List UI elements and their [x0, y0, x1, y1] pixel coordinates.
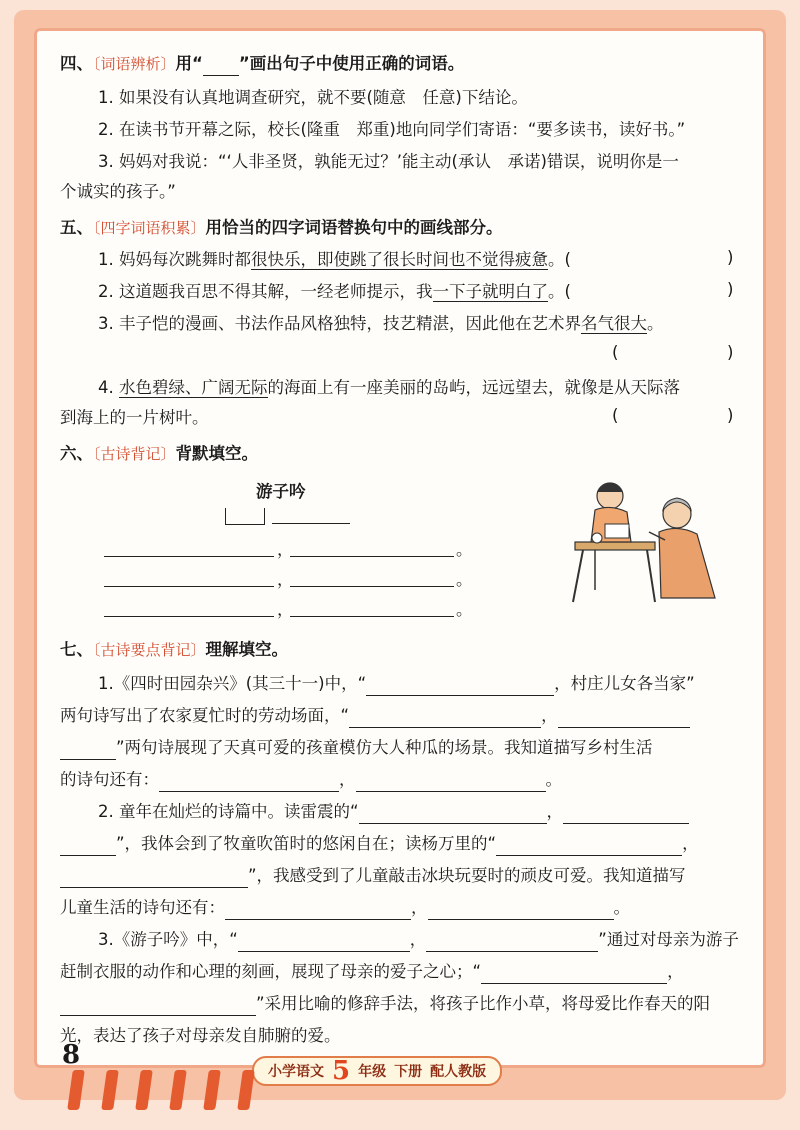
poem-period-2: 。: [456, 570, 473, 589]
sec7-line-10: 赶制衣服的动作和心理的刻画，展现了母亲的爱子之心；“ ，: [60, 960, 684, 984]
sec5-item-2: 2. 这道题我百思不得其解，一经老师提示，我一下子就明白了。(: [98, 282, 571, 301]
poem-comma-1: ，: [277, 540, 294, 559]
sec7-line-12: 光，表达了孩子对母亲发自肺腑的爱。: [60, 1026, 341, 1045]
poem-line-3b-blank[interactable]: [290, 616, 454, 617]
edition-label: 配人教版: [430, 1064, 487, 1080]
poem-line-2a-blank[interactable]: [104, 586, 274, 587]
poem-period-1: 。: [456, 540, 473, 559]
poem-comma-2: ，: [277, 570, 294, 589]
section-7-heading: 七、〔古诗要点背记〕理解填空。: [60, 640, 289, 659]
answer-paren-1-close: ): [727, 248, 734, 267]
poem-comma-3: ，: [277, 600, 294, 619]
poem-line-3a-blank[interactable]: [104, 616, 274, 617]
subject-label: 小学语文: [268, 1064, 324, 1080]
decorative-bars: [70, 1070, 252, 1110]
mother-son-illustration: [565, 470, 725, 610]
sec5-item-4: 4. 水色碧绿、广阔无际的海面上有一座美丽的岛屿，远远望去，就像是从天际落: [98, 378, 680, 397]
sec7-line-1: 1.《四时田园杂兴》(其三十一)中，“ ，村庄儿女各当家”: [98, 672, 695, 696]
grade-label: 年级: [358, 1064, 387, 1080]
answer-paren-2-close: ): [727, 280, 734, 299]
sec7-line-11: ”采用比喻的修辞手法，将孩子比作小草，将母爱比作春天的阳: [60, 992, 710, 1016]
page-number: 8: [62, 1040, 81, 1070]
section-4-heading: 四、〔词语辨析〕用“ ”画出句子中使用正确的词语。: [60, 52, 464, 76]
author-blank[interactable]: [272, 523, 350, 524]
grade-number: 5: [332, 1056, 351, 1086]
section-6-heading: 六、〔古诗背记〕背默填空。: [60, 444, 259, 463]
answer-paren-4-close: ): [727, 406, 734, 425]
sec4-item-1: 1. 如果没有认真地调查研究，就不要(随意 任意)下结论。: [98, 88, 528, 107]
deco-bar: [67, 1070, 85, 1110]
term-label: 下册: [394, 1064, 423, 1080]
sec5-item-3: 3. 丰子恺的漫画、书法作品风格独特，技艺精湛，因此他在艺术界名气很大。: [98, 314, 664, 333]
sec7-line-6: ”，我体会到了牧童吹笛时的悠闲自在；读杨万里的“ ，: [60, 832, 699, 856]
deco-bar: [203, 1070, 221, 1110]
sec7-line-4: 的诗句还有： ， 。: [60, 768, 562, 792]
answer-paren-3-close: ): [727, 343, 734, 362]
dynasty-blank[interactable]: [225, 508, 265, 525]
sec7-line-8: 儿童生活的诗句还有： ， 。: [60, 896, 630, 920]
sec5-item-1: 1. 妈妈每次跳舞时都很快乐，即使跳了很长时间也不觉得疲惫。(: [98, 250, 571, 269]
sec4-item-3: 3. 妈妈对我说：“‘人非圣贤，孰能无过？’能主动(承认 承诺)错误，说明你是一: [98, 152, 679, 171]
poem-line-1b-blank[interactable]: [290, 556, 454, 557]
poem-line-2b-blank[interactable]: [290, 586, 454, 587]
sec7-line-9: 3.《游子吟》中，“ ， ”通过对母亲为游子: [98, 928, 739, 952]
answer-paren-4-open: (: [612, 406, 619, 425]
poem-period-3: 。: [456, 600, 473, 619]
poem-line-1a-blank[interactable]: [104, 556, 274, 557]
sec7-line-7: ”，我感受到了儿童敲击冰块玩耍时的顽皮可爱。我知道描写: [60, 864, 686, 888]
sec7-line-5: 2. 童年在灿烂的诗篇中。读雷震的“ ，: [98, 800, 689, 824]
sec4-item-2: 2. 在读书节开幕之际，校长(隆重 郑重)地向同学们寄语：“要多读书，读好书。”: [98, 120, 686, 139]
sec4-item-3-cont: 个诚实的孩子。”: [60, 182, 176, 201]
book-banner: [252, 1056, 502, 1086]
answer-paren-3-open: (: [612, 343, 619, 362]
deco-bar: [169, 1070, 187, 1110]
poem-title: 游子吟: [256, 482, 306, 501]
sec5-item-4-cont: 到海上的一片树叶。: [60, 408, 209, 427]
deco-bar: [135, 1070, 153, 1110]
sec7-line-3: ”两句诗展现了天真可爱的孩童模仿大人种瓜的场景。我知道描写乡村生活: [60, 736, 653, 760]
sec7-line-2: 两句诗写出了农家夏忙时的劳动场面，“ ，: [60, 704, 690, 728]
deco-bar: [101, 1070, 119, 1110]
section-5-heading: 五、〔四字词语积累〕用恰当的四字词语替换句中的画线部分。: [60, 218, 503, 237]
